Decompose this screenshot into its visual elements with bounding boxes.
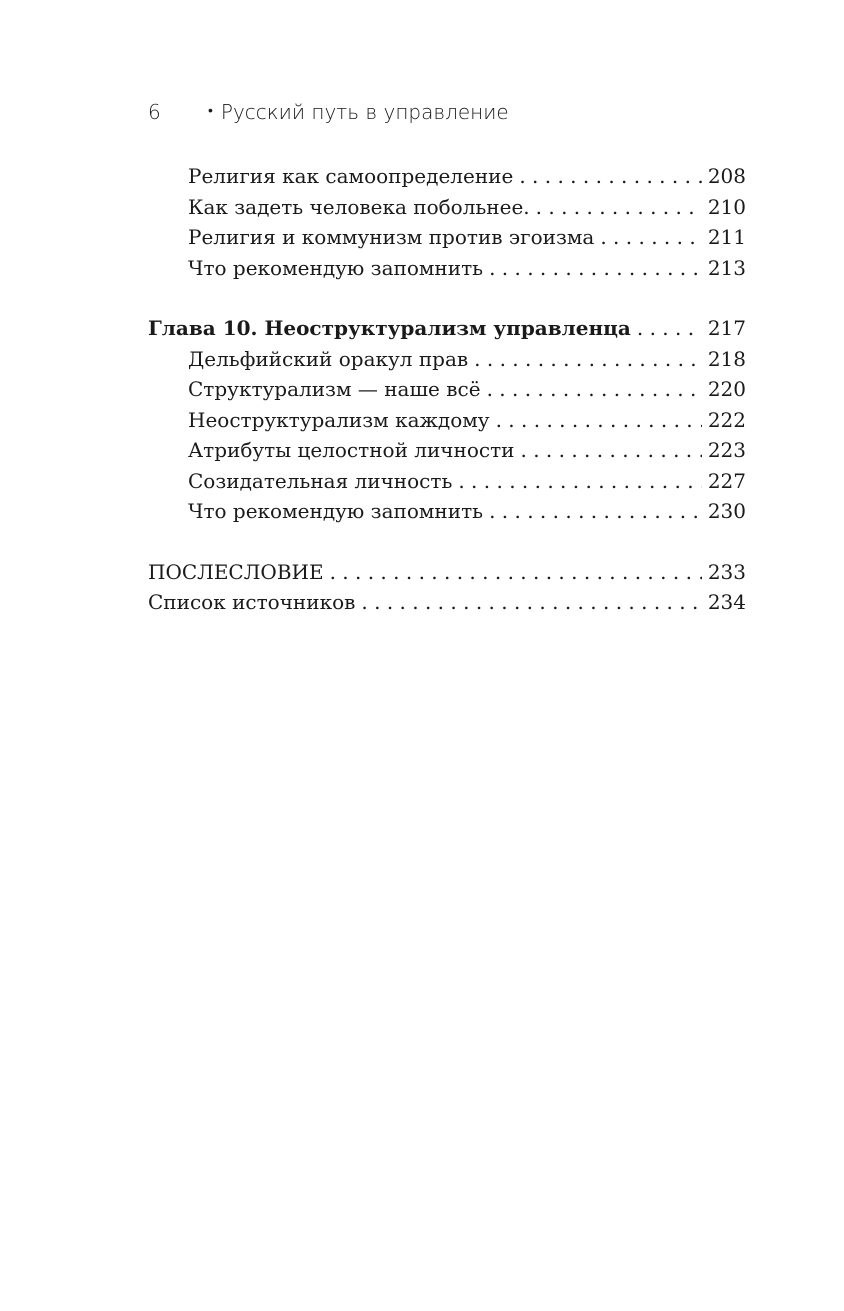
toc-entry-title: Что рекомендую запомнить <box>188 255 484 280</box>
dot-leader <box>637 313 702 344</box>
table-of-contents <box>148 161 746 618</box>
toc-sources-entry <box>148 587 746 618</box>
toc-entry-page: 227 <box>707 468 746 493</box>
toc-entry <box>148 466 746 497</box>
toc-entry <box>148 344 746 375</box>
toc-entry-page: 222 <box>707 407 746 432</box>
toc-afterword-entry <box>148 557 746 588</box>
toc-chapter-entry <box>148 313 746 344</box>
spacer <box>148 527 746 557</box>
toc-entry <box>148 222 746 253</box>
toc-chapter-page: 217 <box>707 316 746 340</box>
toc-entry-title: Неоструктурализм каждому <box>188 407 490 432</box>
bullet-icon: • <box>208 102 213 119</box>
toc-sources-title: Список источников <box>148 590 356 614</box>
toc-sources-page: 234 <box>707 590 746 614</box>
page-number: 6 <box>148 100 161 124</box>
dot-leader <box>330 557 702 588</box>
dot-leader <box>519 161 702 192</box>
toc-entry <box>148 374 746 405</box>
dot-leader <box>536 192 702 223</box>
toc-entry-page: 230 <box>707 499 746 523</box>
toc-entry-page: 220 <box>707 377 746 401</box>
toc-entry-title: Дельфийский оракул прав <box>188 346 469 371</box>
spacer <box>148 283 746 313</box>
running-title: Русский путь в управление <box>220 100 509 124</box>
toc-entry-page: 213 <box>707 255 746 280</box>
toc-entry <box>148 161 746 192</box>
toc-entry-title: Религия как самоопределение <box>188 164 514 188</box>
toc-entry-page: 223 <box>707 438 746 462</box>
toc-entry <box>148 405 746 436</box>
dot-leader <box>361 587 701 618</box>
toc-entry <box>148 192 746 223</box>
toc-chapter-title: Глава 10. Неоструктурализм управленца <box>148 316 631 340</box>
toc-afterword-page: 233 <box>707 559 746 584</box>
toc-entry-title: Что рекомендую запомнить <box>188 499 484 523</box>
toc-entry-page: 208 <box>707 164 746 188</box>
dot-leader <box>458 466 701 497</box>
dot-leader <box>489 496 702 527</box>
toc-entry <box>148 496 746 527</box>
dot-leader <box>474 344 702 375</box>
toc-entry-title: Созидательная личность <box>188 468 453 493</box>
toc-entry-page: 218 <box>707 346 746 371</box>
dot-leader <box>489 253 702 284</box>
toc-entry-title: Структурализм — наше всё <box>188 377 481 401</box>
toc-entry-page: 210 <box>707 194 746 219</box>
dot-leader <box>487 374 702 405</box>
dot-leader <box>496 405 702 436</box>
dot-leader <box>600 222 701 253</box>
toc-entry <box>148 253 746 284</box>
running-header <box>148 98 748 126</box>
toc-entry-title: Религия и коммунизм против эгоизма <box>188 225 595 249</box>
dot-leader <box>520 435 701 466</box>
toc-entry-title: Атрибуты целостной личности <box>188 438 515 462</box>
toc-entry-page: 211 <box>707 225 746 249</box>
toc-afterword-title: ПОСЛЕСЛОВИЕ <box>148 559 324 584</box>
toc-entry-title: Как задеть человека побольнее. <box>188 194 530 219</box>
toc-entry <box>148 435 746 466</box>
